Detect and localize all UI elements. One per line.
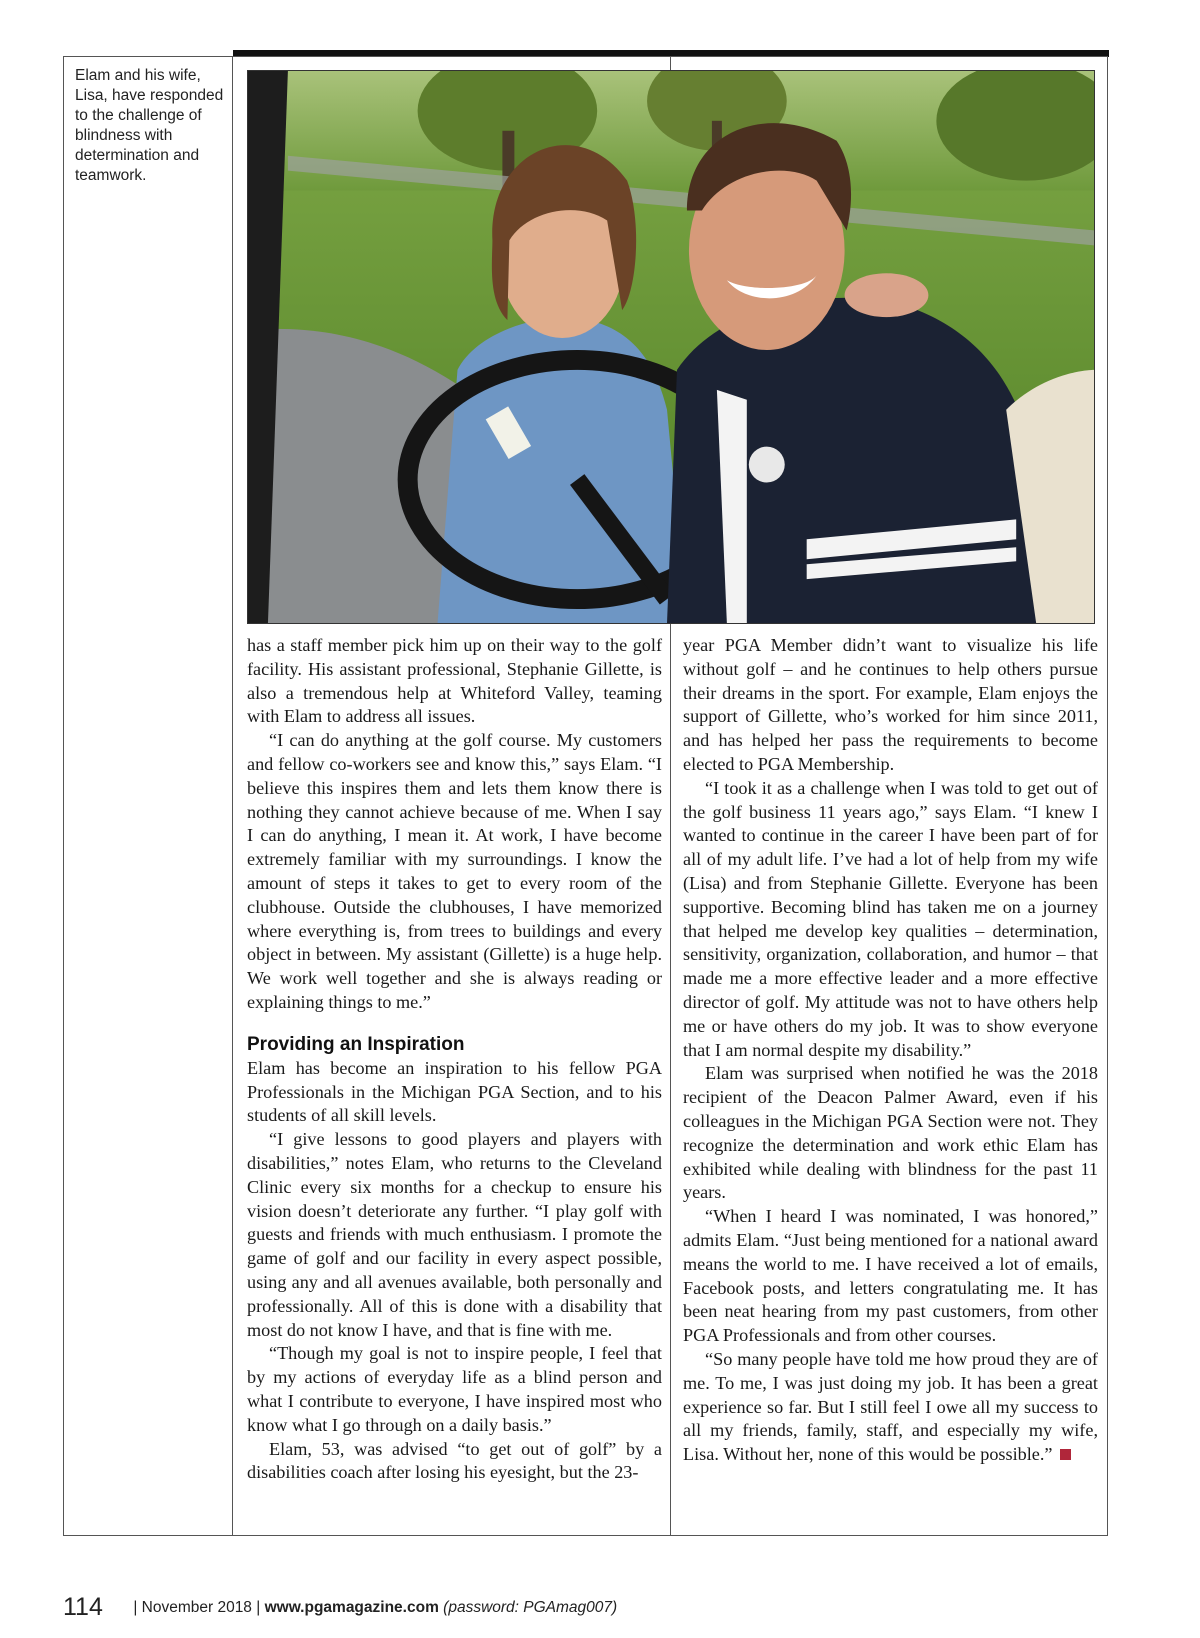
footer-url-link[interactable]: www.pgamagazine.com	[264, 1598, 439, 1616]
end-mark-icon	[1060, 1449, 1071, 1460]
article-column-left	[247, 634, 662, 1485]
sidebar-divider	[232, 56, 233, 1536]
paragraph: has a staff member pick him up on their way to the golf facility. His assistant professional, Stephanie Gillette, is also a tremendous help at Whiteford Valley, teaming with Elam to address all issues.	[247, 635, 662, 727]
paragraph: “I give lessons to good players and players with disabilities,” notes Elam, who returns to the Cleveland Clinic every six months for a checkup to ensure his vision doesn’t deteriorate any further. “I play golf with guests and friends with much enthusiasm. I promote the game of golf and our facility in every aspect possible, using any and all avenues available, both personally and professionally. All of this is done with a disability that most do not know I have, and that is fine with me.	[247, 1129, 662, 1340]
paragraph: “I can do anything at the golf course. My customers and fellow co-workers see and know this,” says Elam. “I believe this inspires them and lets them know there is nothing they cannot achieve because of me. When I say I can do anything, I mean it. At work, I have become extremely familiar with my surroundings. I know the amount of steps it takes to get to every room of the clubhouse. Outside the clubhouses, I have memorized where everything is, from trees to buildings and every object in between. My assistant (Gillette) is a huge help. We work well together and she is always reading or explaining things to me.”	[247, 730, 662, 1012]
paragraph: Elam, 53, was advised “to get out of golf” by a disabilities coach after losing his eyesight, but the 23-	[247, 1438, 662, 1483]
paragraph: year PGA Member didn’t want to visualize his life without golf – and he continues to help others pursue their dreams in the sport. For example, Elam enjoys the support of Gillette, who’s worked for him since 2011, and has helped her pass the requirements to become elected to PGA Membership.	[683, 635, 1098, 774]
paragraph: Elam has become an inspiration to his fellow PGA Professionals in the Michigan PGA Section, and to his students of all skill levels.	[247, 1057, 662, 1126]
footer-text	[133, 1599, 617, 1616]
footer-password: (password: PGAmag007)	[443, 1598, 618, 1616]
footer-issue: | November 2018 |	[133, 1598, 261, 1616]
paragraph: Elam was surprised when notified he was the 2018 recipient of the Deacon Palmer Award, even if his colleagues in the Michigan PGA Section were not. They recognize the determination and work ethic Elam has exhibited while dealing with blindness for the past 11 years.	[683, 1063, 1098, 1203]
photo-of-couple-in-golf-cart-icon	[248, 71, 1094, 623]
paragraph-last	[683, 1348, 1098, 1467]
page-footer	[63, 1593, 617, 1622]
section-heading: Providing an Inspiration	[247, 1033, 465, 1055]
photo-caption: Elam and his wife, Lisa, have responded to the challenge of blindness with determination and teamwork.	[75, 67, 224, 184]
article-column-right	[683, 634, 1098, 1467]
page-number: 114	[63, 1593, 103, 1621]
paragraph: “Though my goal is not to inspire people, I feel that by my actions of everyday life as a blind person and what I contribute to everyone, I have inspired most who know what I go through on a daily basis.”	[247, 1343, 662, 1435]
paragraph: “I took it as a challenge when I was told to get out of the golf business 11 years ago,” says Elam. “I knew I wanted to continue in the career I have been part of for all of my adult life. I’ve had a lot of help from my wife (Lisa) and from Stephanie Gillette. Everyone has been supportive. Becoming blind has taken me on a journey that helped me develop key qualities – determination, sensitivity, organization, collaboration, and humor – that made me a more effective leader and a more effective director of golf. My attitude was not to have others help me or have others do my job. It was to show everyone that I am normal despite my disability.”	[683, 777, 1098, 1060]
paragraph: “When I heard I was nominated, I was honored,” admits Elam. “Just being mentioned for a national award means the world to me. I have received a lot of emails, Facebook posts, and letters congratulating me. It has been neat hearing from my past customers, from other PGA Professionals and from other courses.	[683, 1206, 1098, 1346]
paragraph-text: “So many people have told me how proud they are of me. To me, I was just doing my job. It has been a great experience so far. But I still feel I owe all my success to all my friends, family, staff, and especially my wife, Lisa. Without her, none of this would be possible.”	[683, 1348, 1098, 1465]
photo-couple-golf-cart	[247, 70, 1095, 624]
